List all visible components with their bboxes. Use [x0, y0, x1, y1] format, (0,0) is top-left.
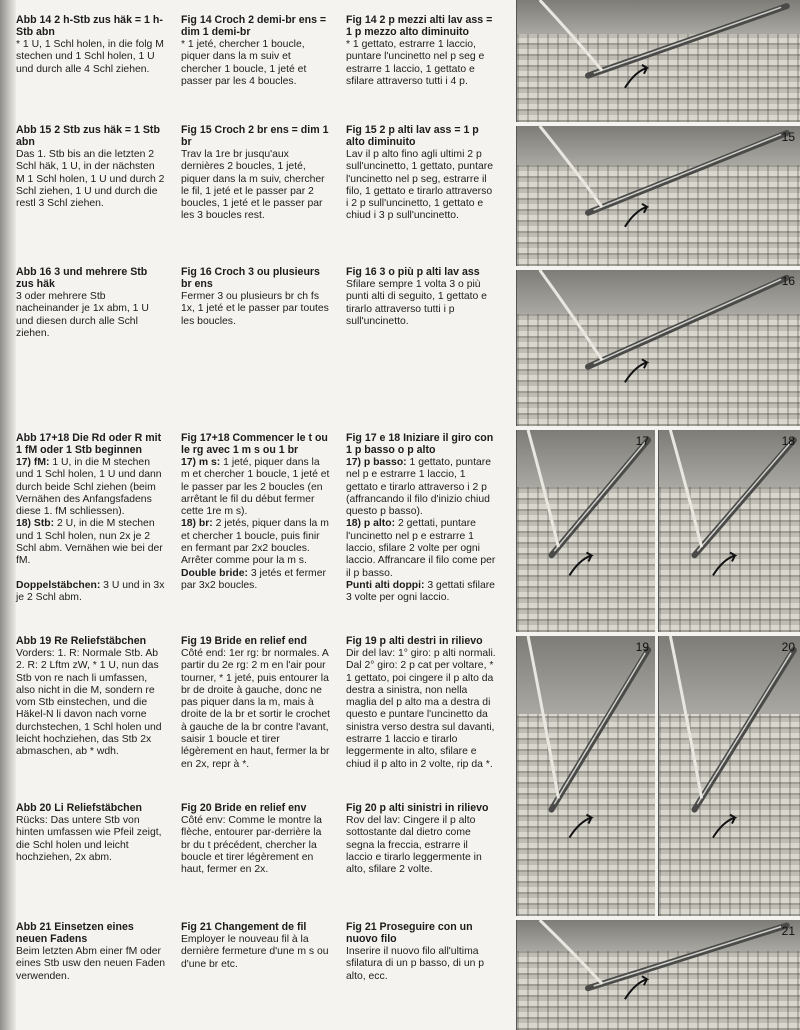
instruction-title: Fig 16 Croch 3 ou plusieurs br ens	[181, 266, 320, 290]
instruction-title: Fig 16 3 o più p alti lav ass	[346, 266, 480, 278]
instruction-body: Lav il p alto fino agli ultimi 2 p sull'uncinetto, 1 gettato, puntare l'uncinetto nel p seg, estrarre il filo, 1 gettato e tirarlo attraverso i 2 p sull'uncinetto, 1 gettato e chiud i 3 p sull'uncinetto.	[346, 149, 493, 222]
instruction-title: Fig 19 Bride en relief end	[181, 635, 307, 647]
instruction-paragraph	[181, 457, 331, 518]
hook-illustration	[517, 920, 800, 1030]
instruction-body: * 1 gettato, estrarre 1 laccio, puntare l'uncinetto nel p seg e estrarre 1 laccio, 1 gettato e sfilare attraverso tutti i 4 p.	[346, 39, 485, 87]
hook-highlight	[594, 134, 781, 210]
paragraph-text: 3 gettati sfilare 3 volte per ogni laccio.	[346, 579, 495, 604]
stitch-photo-7	[658, 636, 800, 916]
figure-number: 19	[635, 640, 649, 654]
direction-arrow-icon	[713, 815, 735, 838]
hook-illustration	[659, 636, 800, 916]
instruction-body: * 1 jeté, chercher 1 boucle, piquer dans la m suiv et chercher 1 boucle, 1 jeté et passer par les 4 boucles.	[181, 39, 307, 87]
paragraph-text: 1 jeté, piquer dans la m et chercher 1 boucle, 1 jeté et le passer par les 2 boucles (en arrêtant le fil du début fermer cette 1re m s).	[181, 457, 330, 518]
paragraph-text: 1 gettato, puntare nel p e estrarre 1 laccio, 1 gettato e tirarlo attraverso i 2 p (affrancando il filo d'inizio chiud questo p basso).	[346, 457, 491, 518]
paragraph-text: 3 jetés et fermer par 3x2 boucles.	[181, 567, 326, 591]
hook-illustration	[517, 270, 800, 426]
hook-highlight	[594, 7, 781, 73]
instruction-body: Beim letzten Abm einer fM oder eines Stb usw den neuen Faden verwenden.	[16, 946, 166, 982]
instruction-paragraph	[346, 457, 496, 518]
instruction-title: Fig 19 p alti destri in rilievo	[346, 635, 483, 647]
yarn-strand	[528, 430, 558, 547]
paragraph-text: 2 jetés, piquer dans la m et chercher 1 boucle, puis finir en fermant par 2x2 boucles. Arrêter comme pour la m s.	[181, 518, 329, 567]
paragraph-text: 2 U, in die M stechen und 1 Schl holen, nun 2x je 2 Schl abm. Vernähen wie bei der fM.	[16, 518, 163, 567]
instruction-title: Fig 20 Bride en relief env	[181, 802, 307, 814]
instruction-title: Fig 15 Croch 2 br ens = dim 1 br	[181, 124, 329, 148]
paragraph-lead: 17) p basso:	[346, 457, 407, 468]
instruction-title: Fig 14 2 p mezzi alti lav ass = 1 p mezzo alto diminuito	[346, 14, 493, 38]
stitch-photo-3	[516, 270, 800, 426]
stitch-photo-2	[516, 126, 800, 266]
direction-arrow-icon	[625, 976, 647, 999]
instruction-german-6	[16, 802, 166, 864]
paragraph-lead: 17) fM:	[16, 457, 50, 468]
hook-highlight	[594, 279, 781, 363]
paragraph-text: 1 U, in die M stechen und 1 Schl holen, 1 U und dann durch beide Schl ziehen (beim Vernähen des Anfangsfadens diese 1. fM schliessen).	[16, 457, 162, 518]
paragraph-lead: 18) p alto:	[346, 518, 396, 530]
paragraph-lead: Double bride:	[181, 567, 248, 579]
instruction-italian-3	[346, 266, 496, 328]
instruction-body: Rov del lav: Cingere il p alto sottostante dal dietro come segna la freccia, estrarre il laccio e tirarlo leggermente in alto, sfilare 2 volte.	[346, 815, 482, 876]
figure-number: 15	[781, 130, 795, 144]
stitch-photo-5	[658, 430, 800, 632]
instruction-french-5	[181, 635, 331, 771]
stitch-photo-6	[516, 636, 655, 916]
instruction-paragraph	[181, 518, 331, 567]
hook-illustration	[659, 430, 800, 632]
instruction-title: Fig 17+18 Commencer le t ou le rg avec 1 m s ou 1 br	[181, 432, 328, 456]
yarn-strand	[670, 430, 701, 547]
instruction-body: Côté env: Comme le montre la flèche, entourer par-derrière la br du t précédent, chercher la boucle et tirer légèrement en haut, fermer en 2x.	[181, 815, 322, 876]
direction-arrow-icon	[569, 552, 591, 575]
instruction-title: Fig 17 e 18 Iniziare il giro con 1 p basso o p alto	[346, 432, 494, 456]
instruction-italian-2	[346, 124, 496, 223]
instruction-french-2	[181, 124, 331, 223]
instruction-german-5	[16, 635, 166, 759]
instruction-body: Rücks: Das untere Stb von hinten umfassen wie Pfeil zeigt, die Schl holen und leicht hochziehen, 2x abm.	[16, 815, 162, 863]
instruction-title: Abb 14 2 h-Stb zus häk = 1 h-Stb abn	[16, 14, 163, 38]
hook-highlight	[554, 442, 645, 551]
figure-number: 18	[781, 434, 795, 448]
instruction-paragraph	[16, 457, 166, 518]
hook-highlight	[697, 653, 791, 804]
instruction-french-1	[181, 14, 331, 88]
hook-illustration	[517, 636, 655, 916]
hook-highlight	[554, 653, 645, 804]
instruction-title: Abb 20 Li Reliefstäbchen	[16, 802, 142, 814]
paragraph-lead: 17) m s:	[181, 457, 221, 468]
instruction-paragraph	[16, 518, 166, 567]
instruction-title: Abb 15 2 Stb zus häk = 1 Stb abn	[16, 124, 160, 148]
instruction-title: Fig 21 Proseguire con un nuovo filo	[346, 921, 473, 945]
instruction-french-4	[181, 432, 331, 592]
yarn-strand	[540, 0, 602, 71]
instruction-italian-1	[346, 14, 496, 88]
yarn-strand	[540, 126, 602, 207]
yarn-strand	[528, 636, 558, 798]
instruction-body: Sfilare sempre 1 volta 3 o più punti alti di seguito, 1 gettato e tirarlo attraverso tutti i p sull'uncinetto.	[346, 279, 487, 327]
instruction-paragraph	[16, 580, 166, 605]
instruction-paragraph	[346, 580, 496, 605]
stitch-photo-1	[516, 0, 800, 122]
instruction-body: Dir del lav: 1° giro: p alti normali. Dal 2° giro: 2 p cat per voltare, * 1 gettato, poi cingere il p alto da destra a sinistra, non nella maglia del p alto ma a destra di questo e puntare l'uncinetto da sinistra verso destra sul davanti, estrarre 1 laccio e tirarlo leggermente in alto, sfilare e chiud il p alto in 2 volte, rip da *.	[346, 648, 496, 770]
direction-arrow-icon	[625, 359, 647, 382]
instruction-german-4	[16, 432, 166, 604]
instruction-body: 3 oder mehrere Stb nacheinander je 1x abm, 1 U und diesen durch alle Schl ziehen.	[16, 291, 149, 339]
hook-illustration	[517, 430, 655, 632]
paragraph-lead: 18) Stb:	[16, 518, 55, 530]
hook-illustration	[517, 0, 800, 122]
instruction-title: Fig 20 p alti sinistri in rilievo	[346, 802, 489, 814]
instruction-german-3	[16, 266, 166, 340]
instruction-body: Employer le nouveau fil à la dernière fermeture d'une m s ou d'une br etc.	[181, 934, 329, 970]
direction-arrow-icon	[625, 65, 647, 88]
instruction-body: Vorders: 1. R: Normale Stb. Ab 2. R: 2 Lftm zW, * 1 U, nun das Stb von re nach li umfassen, also nicht in die M, sondern re vom Stb einstechen, und die Häkel-N li davon nach vorne durchstechen, 1 Schl holen und leicht hochziehen, das Stb 2x abmaschen, ab * wdh.	[16, 648, 162, 758]
yarn-strand	[540, 270, 602, 360]
instruction-german-2	[16, 124, 166, 210]
instruction-title: Fig 14 Croch 2 demi-br ens = dim 1 demi-br	[181, 14, 327, 38]
instruction-title: Abb 17+18 Die Rd oder R mit 1 fM oder 1 Stb beginnen	[16, 432, 162, 456]
yarn-strand	[670, 636, 701, 798]
hook-highlight	[594, 927, 781, 986]
instruction-italian-5	[346, 635, 496, 771]
instruction-german-7	[16, 921, 166, 983]
page-binding-shadow	[0, 0, 16, 1030]
hook-illustration	[517, 126, 800, 266]
figure-number: 20	[781, 640, 795, 654]
instruction-french-3	[181, 266, 331, 328]
paragraph-text: 2 gettati, puntare l'uncinetto nel p e estrarre 1 laccio, sfilare 2 volte per ogni laccio. Affrancare il filo come per il p basso.	[346, 518, 496, 579]
paragraph-lead: Doppelstäbchen:	[16, 579, 101, 591]
instruction-italian-4	[346, 432, 496, 605]
paragraph-lead: 18) br:	[181, 518, 213, 530]
hook-highlight	[697, 442, 791, 551]
instruction-paragraph	[181, 568, 331, 593]
instruction-french-6	[181, 802, 331, 876]
paragraph-lead: Punti alti doppi:	[346, 579, 425, 591]
instruction-body: Trav la 1re br jusqu'aux dernières 2 boucles, 1 jeté, piquer dans la m suiv, chercher le fil, 1 jeté et le passer par 2 boucles, 1 jeté et le passer par les 3 boucles rest.	[181, 149, 325, 222]
instruction-body: Inserire il nuovo filo all'ultima sfilatura di un p basso, di un p alto, ecc.	[346, 946, 485, 982]
instruction-title: Fig 15 2 p alti lav ass = 1 p alto diminuito	[346, 124, 479, 148]
instruction-french-7	[181, 921, 331, 971]
instruction-body: Côté end: 1er rg: br normales. A partir du 2e rg: 2 m en l'air pour tourner, * 1 jeté, puis entourer la br de droite à gauche, donc ne pas piquer dans la m, mais à droite de la br et sortir le crochet à gauche de la br contre l'avant, saisir 1 boucle et tirer légèrement en haut, fermer la br en 2x, repr à *.	[181, 648, 331, 770]
figure-number: 17	[635, 434, 649, 448]
instruction-title: Abb 21 Einsetzen eines neuen Fadens	[16, 921, 134, 945]
stitch-photo-8	[516, 920, 800, 1030]
instruction-body: Fermer 3 ou plusieurs br ch fs 1x, 1 jeté et le passer par toutes les boucles.	[181, 291, 329, 327]
instruction-title: Abb 16 3 und mehrere Stb zus häk	[16, 266, 148, 290]
stitch-photo-4	[516, 430, 655, 632]
direction-arrow-icon	[625, 204, 647, 227]
direction-arrow-icon	[569, 815, 591, 838]
figure-number: 21	[781, 924, 795, 938]
instruction-body: Das 1. Stb bis an die letzten 2 Schl häk, 1 U, in der nächsten M 1 Schl holen, 1 U und durch 2 Schl ziehen, 1 U und durch die restl 3 Schl ziehen.	[16, 149, 165, 210]
instruction-italian-7	[346, 921, 496, 983]
instruction-title: Fig 21 Changement de fil	[181, 921, 307, 933]
figure-number: 16	[781, 274, 795, 288]
paragraph-text: 3 U und in 3x je 2 Schl abm.	[16, 579, 165, 603]
instruction-italian-6	[346, 802, 496, 876]
direction-arrow-icon	[713, 552, 735, 575]
instruction-german-1	[16, 14, 166, 76]
yarn-strand	[540, 920, 602, 984]
instruction-title: Abb 19 Re Reliefstäbchen	[16, 635, 147, 647]
instruction-body: * 1 U, 1 Schl holen, in die folg M stechen und 1 Schl holen, 1 U und durch alle 4 Schl ziehen.	[16, 39, 164, 75]
instruction-paragraph	[346, 518, 496, 579]
